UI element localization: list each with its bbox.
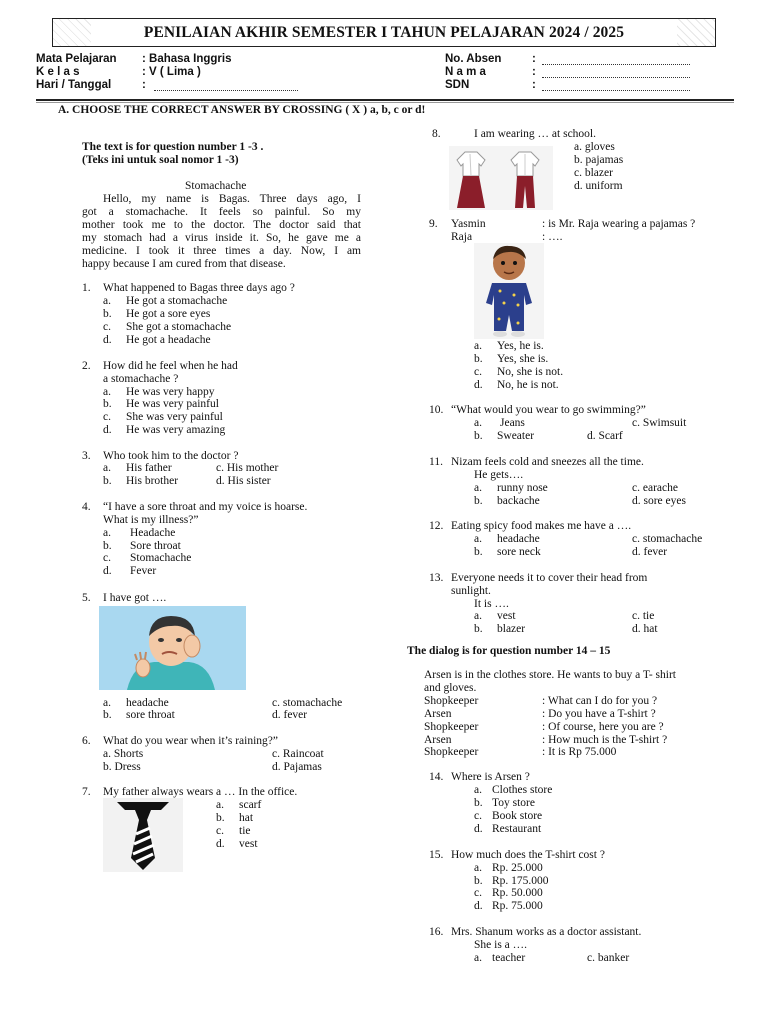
- q7-question: My father always wears a … In the office.: [103, 786, 298, 798]
- q4-question-line1: “I have a sore throat and my voice is hoarse.: [103, 501, 308, 513]
- q3-number: 3.: [82, 450, 91, 462]
- q2-opt-b[interactable]: He was very painful: [126, 398, 219, 410]
- q4-opt-c[interactable]: Stomachache: [130, 552, 192, 564]
- story-line: Hello, my name is Bagas. Three days ago, I: [103, 193, 361, 205]
- q4-opt-d-letter[interactable]: d.: [103, 565, 112, 577]
- story-line: mother took me to the doctor. The doctor said that: [82, 219, 361, 231]
- q3-opt-c[interactable]: c. His mother: [216, 462, 279, 474]
- q3-question: Who took him to the doctor ?: [103, 450, 239, 462]
- q9-number: 9.: [429, 218, 438, 230]
- q1-opt-d-letter[interactable]: d.: [103, 334, 112, 346]
- q3-opt-d[interactable]: d. His sister: [216, 475, 271, 487]
- q5-opt-b-letter[interactable]: b.: [103, 709, 112, 721]
- q4-number: 4.: [82, 501, 91, 513]
- q15-number: 15.: [429, 849, 444, 861]
- q9-opt-b-letter[interactable]: b.: [474, 353, 483, 365]
- q2-opt-a[interactable]: He was very happy: [126, 386, 215, 398]
- q16-opt-c[interactable]: c. banker: [587, 952, 630, 964]
- story-line: got a stomachache. It feels so painful. So my: [82, 206, 361, 218]
- dialog-context-line2: and gloves.: [424, 682, 477, 694]
- story-line: happy because I am cured from that disease.: [82, 258, 286, 270]
- name-blank-line[interactable]: [542, 68, 690, 78]
- q14-number: 14.: [429, 771, 444, 783]
- q12-question: Eating spicy food makes me have a ….: [451, 520, 632, 532]
- q2-opt-b-letter[interactable]: b.: [103, 398, 112, 410]
- q1-opt-c[interactable]: She got a stomachache: [126, 321, 232, 333]
- q15-opt-a-letter[interactable]: a.: [474, 862, 482, 874]
- q14-opt-c[interactable]: Book store: [492, 810, 543, 822]
- q3-opt-a-letter[interactable]: a.: [103, 462, 111, 474]
- q2-opt-a-letter[interactable]: a.: [103, 386, 111, 398]
- q15-opt-c[interactable]: Rp. 50.000: [492, 887, 543, 899]
- q7-opt-b-letter[interactable]: b.: [216, 812, 225, 824]
- q15-question: How much does the T-shirt cost ?: [451, 849, 605, 861]
- q9-opt-d[interactable]: No, he is not.: [497, 379, 559, 391]
- q5-opt-c[interactable]: c. stomachache: [272, 697, 343, 709]
- q14-opt-a[interactable]: Clothes store: [492, 784, 553, 796]
- q8-number: 8.: [432, 128, 441, 140]
- q11-opt-d[interactable]: d. sore eyes: [632, 495, 686, 507]
- q5-opt-a-letter[interactable]: a.: [103, 697, 111, 709]
- q7-opt-d-letter[interactable]: d.: [216, 838, 225, 850]
- q2-question-line1: How did he feel when he had: [103, 360, 238, 372]
- dialog-speaker: Shopkeeper: [424, 721, 479, 733]
- q1-number: 1.: [82, 282, 91, 294]
- q16-question: Mrs. Shanum works as a doctor assistant.: [451, 926, 642, 938]
- q8-opt-c[interactable]: c. blazer: [574, 167, 613, 179]
- q13-opt-c[interactable]: c. tie: [632, 610, 655, 622]
- q6-opt-a[interactable]: a. Shorts: [103, 748, 144, 760]
- text-intro-en: The text is for question number 1 -3 .: [82, 141, 264, 153]
- q4-opt-a[interactable]: Headache: [130, 527, 176, 539]
- q14-opt-b-letter[interactable]: b.: [474, 797, 483, 809]
- q3-opt-a[interactable]: His father: [126, 462, 172, 474]
- q5-opt-a[interactable]: headache: [126, 697, 169, 709]
- story-line: medicine. I took it three times a day. Now, I am: [82, 245, 361, 257]
- q4-opt-d[interactable]: Fever: [130, 565, 157, 577]
- title-banner: [52, 18, 716, 47]
- q4-question-line2: What is my illness?”: [103, 514, 199, 526]
- section-a-instruction: A. CHOOSE THE CORRECT ANSWER BY CROSSING ( X ) a, b, c or d!: [58, 104, 426, 116]
- subject-label: Mata Pelajaran: [36, 53, 117, 65]
- q6-question: What do you wear when it’s raining?”: [103, 735, 278, 747]
- q2-opt-d[interactable]: He was very amazing: [126, 424, 226, 436]
- date-value: :: [142, 79, 146, 91]
- q9-opt-d-letter[interactable]: d.: [474, 379, 483, 391]
- q11-question-line2: He gets….: [474, 469, 524, 481]
- q16-number: 16.: [429, 926, 444, 938]
- q13-question-line2: sunlight.: [451, 585, 491, 597]
- q9-opt-a-letter[interactable]: a.: [474, 340, 482, 352]
- q12-opt-b-letter[interactable]: b.: [474, 546, 483, 558]
- name-colon: :: [532, 66, 536, 78]
- q13-number: 13.: [429, 572, 444, 584]
- q10-opt-b[interactable]: Sweater: [497, 430, 535, 442]
- necktie-illustration: [103, 798, 183, 872]
- q11-question: Nizam feels cold and sneezes all the time.: [451, 456, 644, 468]
- q1-question: What happened to Bagas three days ago ?: [103, 282, 295, 294]
- q12-number: 12.: [429, 520, 444, 532]
- story-line: my stomach had a virus inside it. So, he gave me a: [82, 232, 361, 244]
- q11-number: 11.: [429, 456, 443, 468]
- q13-opt-b-letter[interactable]: b.: [474, 623, 483, 635]
- dialog-speaker: Shopkeeper: [424, 746, 479, 758]
- q12-opt-c[interactable]: c. stomachache: [632, 533, 703, 545]
- dialog-intro: The dialog is for question number 14 – 15: [407, 645, 611, 657]
- q6-opt-c[interactable]: c. Raincoat: [272, 748, 324, 760]
- q4-opt-a-letter[interactable]: a.: [103, 527, 111, 539]
- q12-opt-a-letter[interactable]: a.: [474, 533, 482, 545]
- q13-opt-a[interactable]: vest: [497, 610, 516, 622]
- q11-opt-a-letter[interactable]: a.: [474, 482, 482, 494]
- q7-opt-a[interactable]: scarf: [239, 799, 262, 811]
- q2-question-line2: a stomachache ?: [103, 373, 179, 385]
- q16-opt-a[interactable]: teacher: [492, 952, 526, 964]
- dialog-line: : Do you have a T-shirt ?: [542, 708, 656, 720]
- q15-opt-d-letter[interactable]: d.: [474, 900, 483, 912]
- q2-number: 2.: [82, 360, 91, 372]
- q13-opt-a-letter[interactable]: a.: [474, 610, 482, 622]
- q7-opt-a-letter[interactable]: a.: [216, 799, 224, 811]
- q7-opt-d[interactable]: vest: [239, 838, 258, 850]
- q5-opt-d[interactable]: d. fever: [272, 709, 308, 721]
- q14-opt-d-letter[interactable]: d.: [474, 823, 483, 835]
- q9-line-2: : ….: [542, 231, 563, 243]
- q8-opt-b[interactable]: b. pajamas: [574, 154, 624, 166]
- q9-speaker-2: Raja: [451, 231, 473, 243]
- absen-blank-line[interactable]: [542, 55, 690, 65]
- q4-opt-b[interactable]: Sore throat: [130, 540, 181, 552]
- dialog-context-line1: Arsen is in the clothes store. He wants to buy a T- shirt: [424, 669, 677, 681]
- q1-opt-b-letter[interactable]: b.: [103, 308, 112, 320]
- q6-number: 6.: [82, 735, 91, 747]
- boy-in-pajamas-illustration: [474, 243, 544, 339]
- q15-opt-a[interactable]: Rp. 25.000: [492, 862, 543, 874]
- q9-speaker-1: Yasmin: [451, 218, 486, 230]
- q9-opt-c[interactable]: No, she is not.: [497, 366, 564, 378]
- q4-opt-c-letter[interactable]: c.: [103, 552, 111, 564]
- q13-opt-b[interactable]: blazer: [497, 623, 526, 635]
- q2-opt-c[interactable]: She was very painful: [126, 411, 223, 423]
- absen-label: No. Absen: [445, 53, 502, 65]
- school-colon: :: [532, 79, 536, 91]
- q1-opt-d[interactable]: He got a headache: [126, 334, 211, 346]
- q11-opt-b[interactable]: backache: [497, 495, 540, 507]
- text-intro-id: (Teks ini untuk soal nomor 1 -3): [82, 154, 239, 166]
- q15-opt-c-letter[interactable]: c.: [474, 887, 482, 899]
- dialog-line: : Of course, here you are ?: [542, 721, 664, 733]
- q14-opt-a-letter[interactable]: a.: [474, 784, 482, 796]
- absen-colon: :: [532, 53, 536, 65]
- dialog-line: : What can I do for you ?: [542, 695, 658, 707]
- q5-question: I have got ….: [103, 592, 167, 604]
- q16-opt-a-letter[interactable]: a.: [474, 952, 482, 964]
- q8-question: I am wearing … at school.: [474, 128, 596, 140]
- q1-opt-c-letter[interactable]: c.: [103, 321, 111, 333]
- q11-opt-b-letter[interactable]: b.: [474, 495, 483, 507]
- date-label: Hari / Tanggal: [36, 79, 112, 91]
- q4-opt-b-letter[interactable]: b.: [103, 540, 112, 552]
- q10-opt-d[interactable]: d. Scarf: [587, 430, 623, 442]
- q13-question-line3: It is ….: [474, 598, 509, 610]
- name-label: N a m a: [445, 66, 486, 78]
- q11-opt-c[interactable]: c. earache: [632, 482, 678, 494]
- q14-opt-c-letter[interactable]: c.: [474, 810, 482, 822]
- story-title: Stomachache: [185, 180, 247, 192]
- header-divider: [36, 99, 734, 101]
- q14-question: Where is Arsen ?: [451, 771, 530, 783]
- q11-opt-a[interactable]: runny nose: [497, 482, 548, 494]
- q7-opt-c[interactable]: tie: [239, 825, 251, 837]
- q9-opt-c-letter[interactable]: c.: [474, 366, 482, 378]
- q3-opt-b-letter[interactable]: b.: [103, 475, 112, 487]
- q10-number: 10.: [429, 404, 444, 416]
- q7-opt-c-letter[interactable]: c.: [216, 825, 224, 837]
- q10-opt-b-letter[interactable]: b.: [474, 430, 483, 442]
- q2-opt-d-letter[interactable]: d.: [103, 424, 112, 436]
- q1-opt-a[interactable]: He got a stomachache: [126, 295, 228, 307]
- q9-opt-a[interactable]: Yes, he is.: [497, 340, 544, 352]
- q9-line-1: : is Mr. Raja wearing a pajamas ?: [542, 218, 696, 230]
- q2-opt-c-letter[interactable]: c.: [103, 411, 111, 423]
- q16-question-line2: She is a ….: [474, 939, 528, 951]
- dialog-speaker: Arsen: [424, 708, 452, 720]
- dialog-speaker: Arsen: [424, 734, 452, 746]
- q9-opt-b[interactable]: Yes, she is.: [497, 353, 549, 365]
- school-blank-line[interactable]: [542, 81, 690, 91]
- q5-opt-b[interactable]: sore throat: [126, 709, 175, 721]
- date-blank-line[interactable]: [154, 81, 298, 91]
- q14-opt-b[interactable]: Toy store: [492, 797, 535, 809]
- q3-opt-b[interactable]: His brother: [126, 475, 179, 487]
- dialog-line: : How much is the T-shirt ?: [542, 734, 668, 746]
- q14-opt-d[interactable]: Restaurant: [492, 823, 542, 835]
- story-text: [82, 193, 361, 271]
- q1-opt-a-letter[interactable]: a.: [103, 295, 111, 307]
- q15-opt-d[interactable]: Rp. 75.000: [492, 900, 543, 912]
- q5-number: 5.: [82, 592, 91, 604]
- q10-question: “What would you wear to go swimming?”: [451, 404, 646, 416]
- q12-opt-d[interactable]: d. fever: [632, 546, 668, 558]
- school-label: SDN: [445, 79, 470, 91]
- q10-opt-c[interactable]: c. Swimsuit: [632, 417, 687, 429]
- q8-opt-d[interactable]: d. uniform: [574, 180, 623, 192]
- toothache-boy-illustration: [99, 606, 246, 690]
- q7-number: 7.: [82, 786, 91, 798]
- dialog-line: : It is Rp 75.000: [542, 746, 617, 758]
- q7-opt-b[interactable]: hat: [239, 812, 254, 824]
- q15-opt-b-letter[interactable]: b.: [474, 875, 483, 887]
- q12-opt-b[interactable]: sore neck: [497, 546, 541, 558]
- class-label: K e l a s: [36, 66, 80, 78]
- subject-value: : Bahasa Inggris: [142, 53, 232, 65]
- q10-opt-a[interactable]: Jeans: [500, 417, 525, 429]
- page-title: PENILAIAN AKHIR SEMESTER I TAHUN PELAJARAN 2024 / 2025: [91, 19, 677, 46]
- q15-opt-b[interactable]: Rp. 175.000: [492, 875, 549, 887]
- school-uniform-illustration: [449, 146, 553, 210]
- q13-opt-d[interactable]: d. hat: [632, 623, 658, 635]
- q10-opt-a-letter[interactable]: a.: [474, 417, 482, 429]
- header-divider-shadow: [36, 102, 734, 103]
- q1-opt-b[interactable]: He got a sore eyes: [126, 308, 211, 320]
- q12-opt-a[interactable]: headache: [497, 533, 540, 545]
- class-value: : V ( Lima ): [142, 66, 201, 78]
- q6-opt-b[interactable]: b. Dress: [103, 761, 141, 773]
- dialog-speaker: Shopkeeper: [424, 695, 479, 707]
- q8-opt-a[interactable]: a. gloves: [574, 141, 615, 153]
- q13-question-line1: Everyone needs it to cover their head from: [451, 572, 648, 584]
- q6-opt-d[interactable]: d. Pajamas: [272, 761, 322, 773]
